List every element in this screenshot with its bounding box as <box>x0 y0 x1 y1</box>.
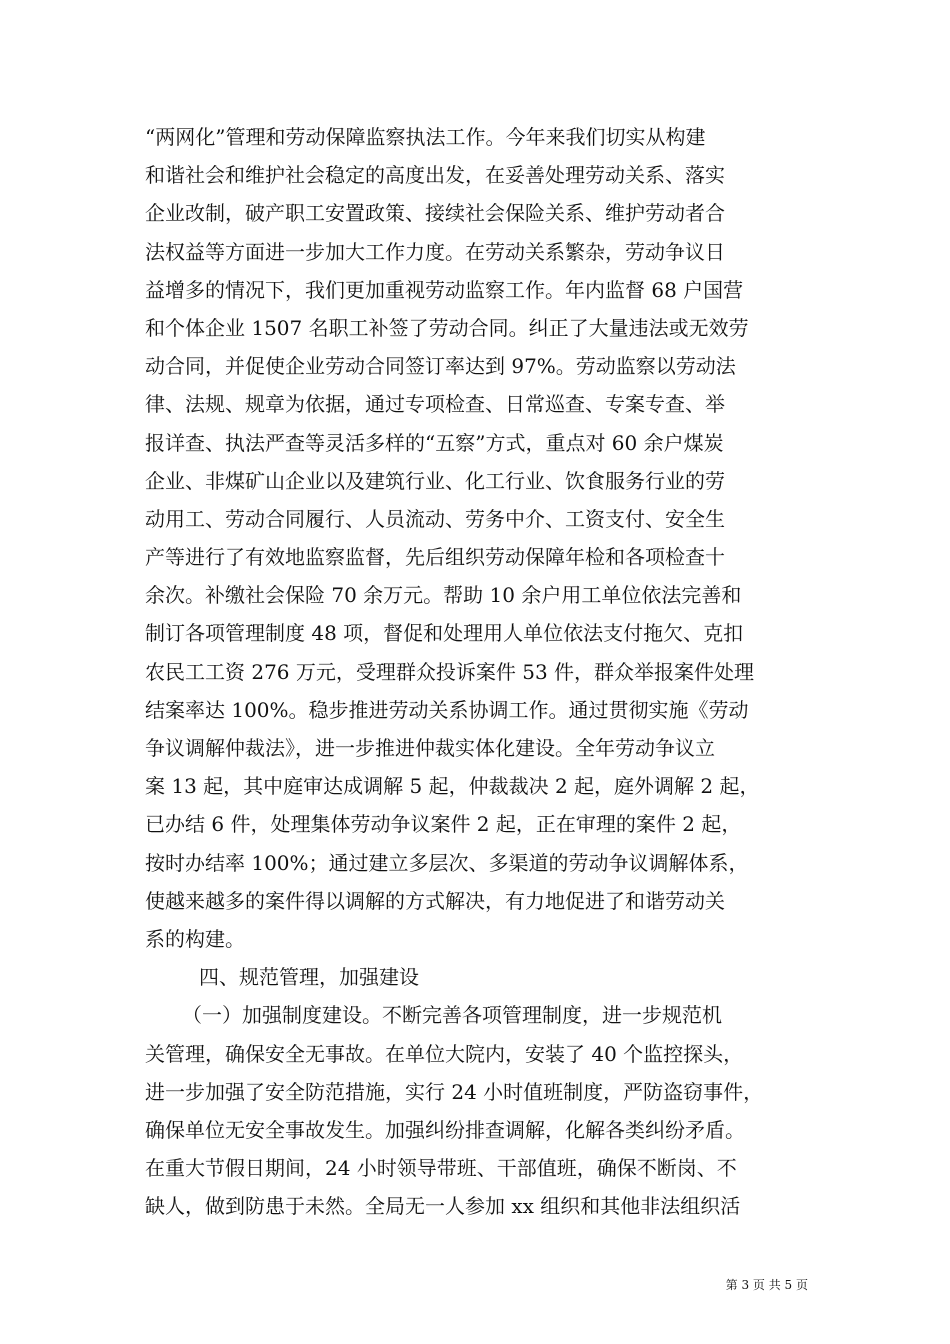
text-line: 律、法规、规章为依据，通过专项检查、日常巡查、专案专查、举 <box>145 392 725 417</box>
text-line: 法权益等方面进一步加大工作力度。在劳动关系繁杂，劳动争议日 <box>145 239 725 264</box>
text-line: 争议调解仲裁法》，进一步推进仲裁实体化建设。全年劳动争议立 <box>145 736 715 760</box>
text-line: 动合同，并促使企业劳动合同签订率达到 97%。劳动监察以劳动法 <box>145 354 736 379</box>
text-line: 按时办结率 100%；通过建立多层次、多渠道的劳动争议调解体系， <box>145 850 749 875</box>
text-line: 报详查、执法严查等灵活多样的“五察”方式，重点对 60 余户煤炭 <box>145 430 724 455</box>
text-line: 企业、非煤矿山企业以及建筑行业、化工行业、饮食服务行业的劳 <box>145 468 725 493</box>
text-line: 余次。补缴社会保险 70 余万元。帮助 10 余户用工单位依法完善和 <box>145 583 742 608</box>
text-line: 案 13 起，其中庭审达成调解 5 起，仲裁裁决 2 起，庭外调解 2 起， <box>145 774 760 799</box>
text-line: 益增多的情况下，我们更加重视劳动监察工作。年内监督 68 户国营 <box>145 277 744 302</box>
text-line: 动用工、劳动合同履行、人员流动、劳务中介、工资支付、安全生 <box>145 506 725 531</box>
text-line: 缺人，做到防患于未然。全局无一人参加 xx 组织和其他非法组织活 <box>145 1194 741 1219</box>
text-line: 和个体企业 1507 名职工补签了劳动合同。纠正了大量违法或无效劳 <box>145 315 749 340</box>
text-line: 进一步加强了安全防范措施，实行 24 小时值班制度，严防盗窃事件， <box>145 1079 764 1104</box>
text-line: 企业改制，破产职工安置政策、接续社会保险关系、维护劳动者合 <box>145 201 725 226</box>
text-line: 结案率达 100%。稳步推进劳动关系协调工作。通过贯彻实施《劳动 <box>145 697 749 722</box>
document-body <box>145 118 810 1225</box>
text-line: 制订各项管理制度 48 项，督促和处理用人单位依法支付拖欠、克扣 <box>145 621 744 646</box>
text-line: 和谐社会和维护社会稳定的高度出发，在妥善处理劳动关系、落实 <box>145 163 725 188</box>
text-line: 已办结 6 件，处理集体劳动争议案件 2 起，正在审理的案件 2 起， <box>145 812 742 837</box>
text-line: “两网化”管理和劳动保障监察执法工作。今年来我们切实从构建 <box>145 125 706 149</box>
text-line: 系的构建。 <box>145 926 245 951</box>
text-line: 关管理，确保安全无事故。在单位大院内，安装了 40 个监控探头， <box>145 1041 744 1066</box>
text-line: 确保单位无安全事故发生。加强纠纷排查调解，化解各类纠纷矛盾。 <box>145 1117 745 1142</box>
text-line: 产等进行了有效地监察监督，先后组织劳动保障年检和各项检查十 <box>145 545 725 570</box>
text-line: 农民工工资 276 万元，受理群众投诉案件 53 件，群众举报案件处理 <box>145 659 755 684</box>
section-heading: 四、规范管理，加强建设 <box>199 965 419 990</box>
page-number-footer <box>726 1277 808 1293</box>
text-line: （一）加强制度建设。不断完善各项管理制度，进一步规范机 <box>182 1003 722 1028</box>
page-number-label: 第 3 页 共 5 页 <box>725 1278 808 1292</box>
text-line: 使越来越多的案件得以调解的方式解决，有力地促进了和谐劳动关 <box>145 888 725 913</box>
text-line: 在重大节假日期间，24 小时领导带班、干部值班，确保不断岗、不 <box>145 1156 737 1181</box>
